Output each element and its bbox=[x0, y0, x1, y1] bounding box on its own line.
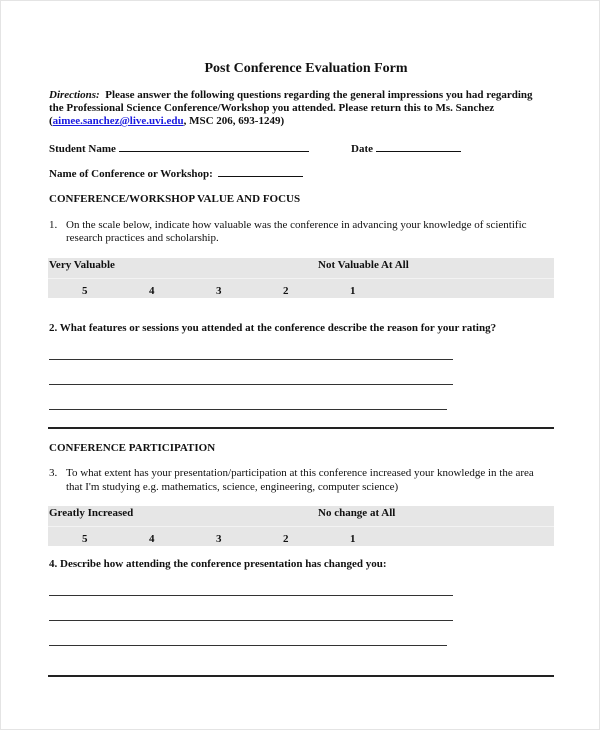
section-heading-value: CONFERENCE/WORKSHOP VALUE AND FOCUS bbox=[49, 193, 301, 205]
q2-text: 2. What features or sessions you attended at the conference describe the reason for your rating? bbox=[49, 322, 497, 334]
scale-left-label: Greatly Increased bbox=[49, 507, 134, 519]
q3-text-1: To what extent has your presentation/participation at this conference increased your knowledge in the area bbox=[66, 467, 534, 479]
directions-text-1: Please answer the following questions regarding the general impressions you had regarding bbox=[105, 89, 533, 101]
answer-line[interactable] bbox=[49, 359, 453, 360]
directions-line-3 bbox=[49, 115, 284, 127]
answer-line[interactable] bbox=[49, 409, 447, 410]
section-heading-participation: CONFERENCE PARTICIPATION bbox=[49, 442, 216, 454]
rating-option-5[interactable]: 5 bbox=[82, 285, 88, 297]
date-input[interactable] bbox=[376, 142, 461, 152]
student-name-field[interactable] bbox=[49, 142, 309, 155]
rating-option-2[interactable]: 2 bbox=[283, 533, 289, 545]
q3-number: 3. bbox=[49, 467, 58, 479]
email-link[interactable]: aimee.sanchez@live.uvi.edu bbox=[52, 115, 184, 127]
conference-name-input[interactable] bbox=[218, 167, 303, 177]
section-divider bbox=[48, 675, 554, 677]
q3-text-2: that I'm studying e.g. mathematics, science, engineering, computer science) bbox=[66, 481, 399, 493]
date-label: Date bbox=[351, 143, 373, 155]
conference-name-label: Name of Conference or Workshop: bbox=[49, 168, 213, 180]
rating-option-2[interactable]: 2 bbox=[283, 285, 289, 297]
rating-scale-2 bbox=[48, 506, 554, 546]
q1-number: 1. bbox=[49, 219, 58, 231]
answer-line[interactable] bbox=[49, 384, 453, 385]
answer-line[interactable] bbox=[49, 595, 453, 596]
q4-text: 4. Describe how attending the conference presentation has changed you: bbox=[49, 558, 387, 570]
student-name-label: Student Name bbox=[49, 143, 116, 155]
rating-option-3[interactable]: 3 bbox=[216, 285, 222, 297]
page-title: Post Conference Evaluation Form bbox=[204, 61, 408, 76]
scale-right-label: Not Valuable At All bbox=[318, 259, 409, 271]
section-divider bbox=[48, 427, 554, 429]
paren: ( bbox=[49, 115, 53, 127]
rating-option-4[interactable]: 4 bbox=[149, 285, 155, 297]
student-name-input[interactable] bbox=[119, 142, 309, 152]
q1-text-1: On the scale below, indicate how valuable was the conference in advancing your knowledge of scientific bbox=[66, 219, 527, 231]
scale-left-label: Very Valuable bbox=[49, 259, 115, 271]
q1-text-2: research practices and scholarship. bbox=[66, 232, 219, 244]
rating-option-1[interactable]: 1 bbox=[350, 285, 356, 297]
directions-line-1 bbox=[49, 89, 533, 101]
answer-line[interactable] bbox=[49, 620, 453, 621]
contact-info: , MSC 206, 693-1249) bbox=[183, 115, 285, 127]
date-field[interactable] bbox=[351, 142, 461, 155]
answer-line[interactable] bbox=[49, 645, 447, 646]
rating-option-3[interactable]: 3 bbox=[216, 533, 222, 545]
directions-label: Directions: bbox=[49, 89, 100, 101]
conference-name-field[interactable] bbox=[49, 167, 303, 180]
rating-option-1[interactable]: 1 bbox=[350, 533, 356, 545]
directions-line-2: the Professional Science Conference/Workshop you attended. Please return this to Ms. Sanchez bbox=[49, 102, 495, 114]
rating-option-4[interactable]: 4 bbox=[149, 533, 155, 545]
rating-option-5[interactable]: 5 bbox=[82, 533, 88, 545]
scale-right-label: No change at All bbox=[318, 507, 396, 519]
rating-scale-1 bbox=[48, 258, 554, 298]
